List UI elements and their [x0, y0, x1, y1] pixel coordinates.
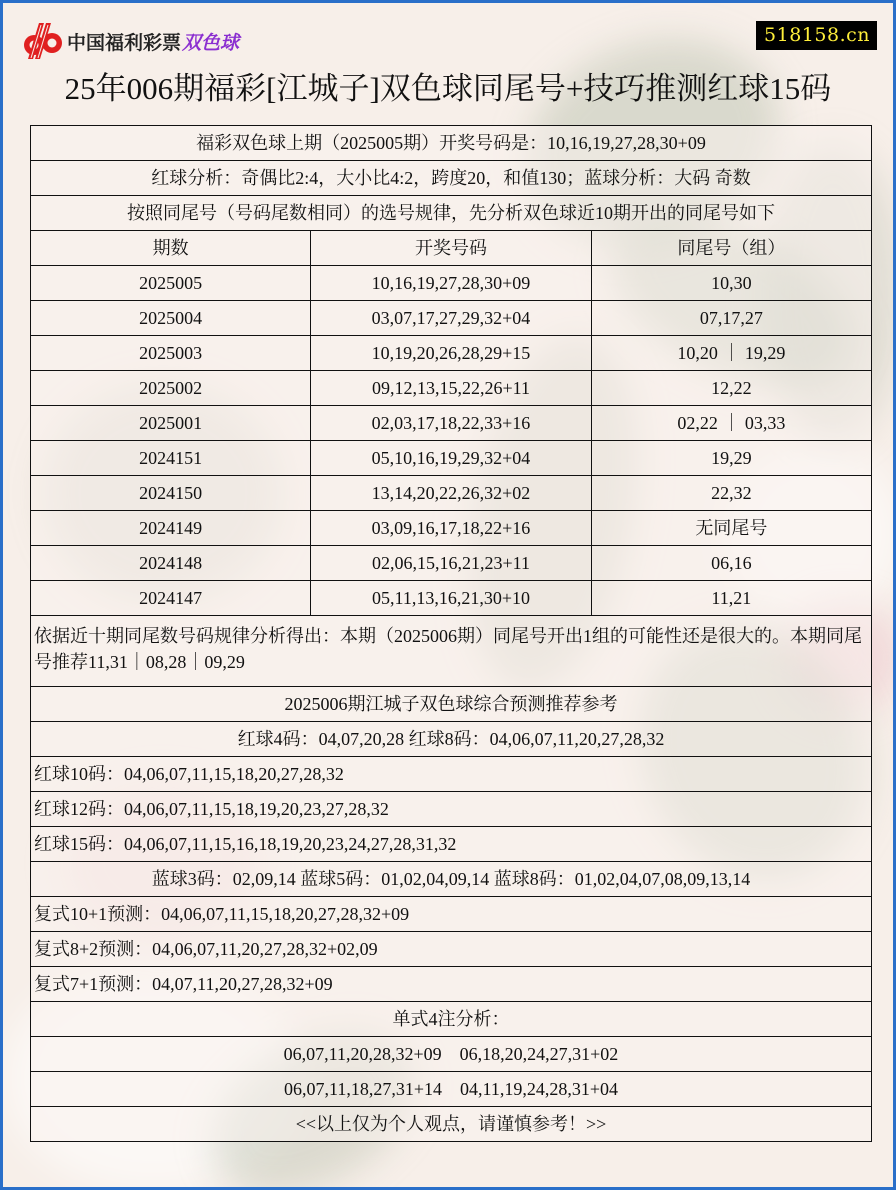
header	[3, 3, 893, 65]
prediction-row	[31, 1002, 872, 1037]
column-header-numbers: 开奖号码	[311, 231, 591, 266]
analysis-table	[30, 125, 872, 1142]
numbers-cell: 03,07,17,27,29,32+04	[311, 301, 591, 336]
prediction-row	[31, 932, 872, 967]
same-tail-cell: 11,21	[591, 581, 871, 616]
prediction-row	[31, 827, 872, 862]
prediction-row	[31, 757, 872, 792]
numbers-cell: 02,03,17,18,22,33+16	[311, 406, 591, 441]
period-cell: 2024151	[31, 441, 311, 476]
analysis-cell: 红球分析：奇偶比2:4，大小比4:2，跨度20，和值130；蓝球分析：大码 奇数	[31, 161, 872, 196]
page-title: 25年006期福彩[江城子]双色球同尾号+技巧推测红球15码	[64, 71, 832, 106]
red-10-codes: 红球10码：04,06,07,11,15,18,20,27,28,32	[31, 757, 872, 792]
table-row	[31, 406, 872, 441]
prediction-row	[31, 862, 872, 897]
numbers-cell: 03,09,16,17,18,22+16	[311, 511, 591, 546]
table-row	[31, 336, 872, 371]
same-tail-cell: 02,22 ｜ 03,33	[591, 406, 871, 441]
same-tail-cell: 07,17,27	[591, 301, 871, 336]
period-cell: 2025001	[31, 406, 311, 441]
blue-codes: 蓝球3码：02,09,14 蓝球5码：01,02,04,09,14 蓝球8码：01,02,04,07,08,09,13,14	[31, 862, 872, 897]
numbers-cell: 13,14,20,22,26,32+02	[311, 476, 591, 511]
table-row	[31, 371, 872, 406]
numbers-cell: 09,12,13,15,22,26+11	[311, 371, 591, 406]
period-cell: 2025003	[31, 336, 311, 371]
prediction-title-row	[31, 687, 872, 722]
same-tail-cell: 22,32	[591, 476, 871, 511]
conclusion-row	[31, 616, 872, 687]
table-row	[31, 266, 872, 301]
prediction-row	[31, 1072, 872, 1107]
numbers-cell: 10,19,20,26,28,29+15	[311, 336, 591, 371]
prediction-row	[31, 1037, 872, 1072]
same-tail-cell: 19,29	[591, 441, 871, 476]
disclaimer: <<以上仅为个人观点，请谨慎参考！>>	[31, 1107, 872, 1142]
prediction-row	[31, 897, 872, 932]
summary-row	[31, 161, 872, 196]
period-cell: 2024148	[31, 546, 311, 581]
table-row	[31, 581, 872, 616]
period-cell: 2025002	[31, 371, 311, 406]
table-header-row	[31, 231, 872, 266]
column-header-same-tail: 同尾号（组）	[591, 231, 871, 266]
prediction-title: 2025006期江城子双色球综合预测推荐参考	[31, 687, 872, 722]
conclusion-cell: 依据近十期同尾数号码规律分析得出：本期（2025006期）同尾号开出1组的可能性还是很大的。本期同尾号推荐11,31｜08,28｜09,29	[31, 616, 872, 687]
same-tail-cell: 10,20 ｜ 19,29	[591, 336, 871, 371]
same-tail-cell: 06,16	[591, 546, 871, 581]
site-badge[interactable]: 518158.cn	[756, 21, 877, 50]
numbers-cell: 05,10,16,19,29,32+04	[311, 441, 591, 476]
red-4-8-codes: 红球4码：04,07,20,28 红球8码：04,06,07,11,20,27,28,32	[31, 722, 872, 757]
last-draw-cell: 福彩双色球上期（2025005期）开奖号码是：10,16,19,27,28,30+09	[31, 126, 872, 161]
logo-text: 中国福利彩票	[67, 31, 182, 54]
duplex-7-1: 复式7+1预测：04,07,11,20,27,28,32+09	[31, 967, 872, 1002]
same-tail-cell: 无同尾号	[591, 511, 871, 546]
duplex-10-1: 复式10+1预测：04,06,07,11,15,18,20,27,28,32+09	[31, 897, 872, 932]
summary-row	[31, 126, 872, 161]
red-12-codes: 红球12码：04,06,07,11,15,18,19,20,23,27,28,32	[31, 792, 872, 827]
single-bets-title: 单式4注分析：	[31, 1002, 872, 1037]
prediction-row	[31, 722, 872, 757]
welfare-lottery-logo-icon	[19, 21, 65, 61]
duplex-8-2: 复式8+2预测：04,06,07,11,20,27,28,32+02,09	[31, 932, 872, 967]
prediction-row	[31, 792, 872, 827]
intro-cell: 按照同尾号（号码尾数相同）的选号规律，先分析双色球近10期开出的同尾号如下	[31, 196, 872, 231]
column-header-period: 期数	[31, 231, 311, 266]
single-bets-row: 06,07,11,20,28,32+09 06,18,20,24,27,31+02	[31, 1037, 872, 1072]
numbers-cell: 05,11,13,16,21,30+10	[311, 581, 591, 616]
summary-row	[31, 196, 872, 231]
period-cell: 2025004	[31, 301, 311, 336]
table-row	[31, 301, 872, 336]
disclaimer-row	[31, 1107, 872, 1142]
red-15-codes: 红球15码：04,06,07,11,15,16,18,19,20,23,24,27,28,31,32	[31, 827, 872, 862]
single-bets-row: 06,07,11,18,27,31+14 04,11,19,24,28,31+04	[31, 1072, 872, 1107]
period-cell: 2024150	[31, 476, 311, 511]
table-row	[31, 441, 872, 476]
period-cell: 2025005	[31, 266, 311, 301]
numbers-cell: 02,06,15,16,21,23+11	[311, 546, 591, 581]
logo-ssq-text: 双色球	[182, 31, 240, 54]
period-cell: 2024147	[31, 581, 311, 616]
table-row	[31, 476, 872, 511]
prediction-row	[31, 967, 872, 1002]
table-row	[31, 546, 872, 581]
numbers-cell: 10,16,19,27,28,30+09	[311, 266, 591, 301]
period-cell: 2024149	[31, 511, 311, 546]
same-tail-cell: 12,22	[591, 371, 871, 406]
same-tail-cell: 10,30	[591, 266, 871, 301]
cwl-logo[interactable]	[19, 21, 239, 61]
table-row	[31, 511, 872, 546]
